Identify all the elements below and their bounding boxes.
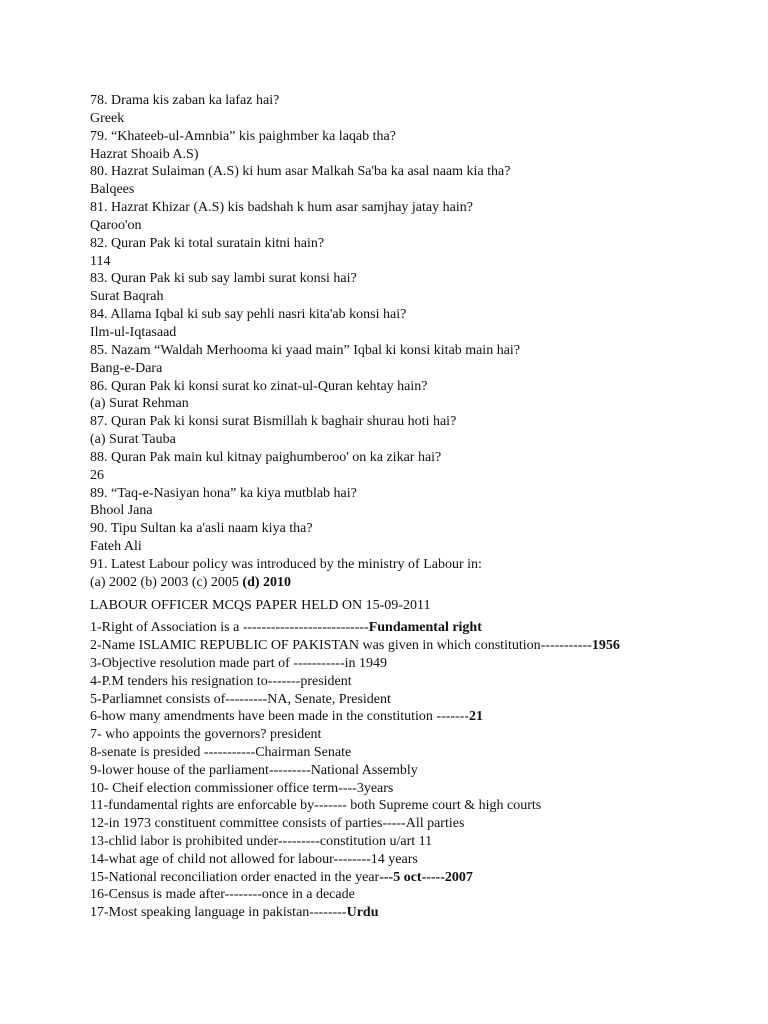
- mcq-item: [90, 886, 760, 904]
- mcq-text: 8-senate is presided -----------Chairman Senate: [90, 745, 352, 761]
- mcq-answer: Urdu: [346, 905, 379, 921]
- mcq-text: 16-Census is made after--------once in a decade: [90, 887, 355, 903]
- mcq-text: 10- Cheif election commissioner office term----3years: [90, 780, 394, 796]
- mcq-list: [90, 619, 760, 922]
- mcq-answer: 1956: [591, 638, 620, 654]
- mcq-item: [90, 762, 760, 780]
- mcq-text: 15-National reconciliation order enacted in the year: [90, 869, 380, 885]
- answer-85: Bang-e-Dara: [90, 360, 163, 376]
- answer-86: (a) Surat Rehman: [90, 396, 189, 412]
- mcq-answer: Fundamental right: [368, 620, 482, 636]
- mcq-item: [90, 744, 760, 762]
- mcq-item: [90, 815, 760, 833]
- mcq-item: [90, 726, 760, 744]
- question-79: 79. “Khateeb-ul-Amnbia” kis paighmber ka laqab tha?: [90, 128, 396, 144]
- mcq-text: 4-P.M tenders his resignation to-------president: [90, 673, 352, 689]
- mcq-item: [90, 619, 760, 637]
- answer-91-options: (a) 2002 (b) 2003 (c) 2005: [90, 574, 243, 590]
- mcq-item: [90, 655, 760, 673]
- mcq-item: [90, 904, 760, 922]
- question-83: 83. Quran Pak ki sub say lambi surat konsi hai?: [90, 271, 357, 287]
- mcq-text: 17-Most speaking language in pakistan--------: [90, 905, 347, 921]
- mcq-item: [90, 869, 760, 887]
- question-88: 88. Quran Pak main kul kitnay paighumberoo' on ka zikar hai?: [90, 449, 442, 465]
- question-84: 84. Allama Iqbal ki sub say pehli nasri kita'ab konsi hai?: [90, 307, 407, 323]
- question-82: 82. Quran Pak ki total suratain kitni hain?: [90, 235, 325, 251]
- mcq-text: 2-Name ISLAMIC REPUBLIC OF PAKISTAN was given in which constitution-----------: [90, 638, 592, 654]
- mcq-text: 9-lower house of the parliament---------National Assembly: [90, 762, 418, 778]
- document-page: [90, 92, 760, 922]
- mcq-text: 1-Right of Association is a ---------------------------: [90, 620, 369, 636]
- qa-section: [90, 92, 760, 592]
- question-89: 89. “Taq-e-Nasiyan hona” ka kiya mutblab hai?: [90, 485, 357, 501]
- mcq-item: [90, 797, 760, 815]
- answer-81: Qaroo'on: [90, 217, 142, 233]
- mcq-text: 7- who appoints the governors? president: [90, 727, 322, 743]
- question-85: 85. Nazam “Waldah Merhooma ki yaad main” Iqbal ki konsi kitab main hai?: [90, 342, 521, 358]
- mcq-item: [90, 708, 760, 726]
- answer-83: Surat Baqrah: [90, 289, 164, 305]
- answer-84: Ilm-ul-Iqtasaad: [90, 324, 177, 340]
- mcq-text: 3-Objective resolution made part of -----------in 1949: [90, 656, 387, 672]
- answer-82: 114: [90, 253, 111, 269]
- question-87: 87. Quran Pak ki konsi surat Bismillah k baghair shurau hoti hai?: [90, 414, 457, 430]
- mcq-item: [90, 851, 760, 869]
- answer-88: 26: [90, 467, 104, 483]
- mcq-item: [90, 780, 760, 798]
- mcq-text: 11-fundamental rights are enforcable by------- both Supreme court & high courts: [90, 798, 542, 814]
- answer-80: Balqees: [90, 182, 135, 198]
- question-80: 80. Hazrat Sulaiman (A.S) ki hum asar Malkah Sa'ba ka asal naam kia tha?: [90, 164, 511, 180]
- section-heading: LABOUR OFFICER MCQS PAPER HELD ON 15-09-2011: [90, 597, 431, 613]
- mcq-text: 5-Parliamnet consists of---------NA, Senate, President: [90, 691, 391, 707]
- mcq-answer: ---5 oct-----2007: [379, 869, 473, 885]
- mcq-text: 13-chlid labor is prohibited under---------constitution u/art 11: [90, 834, 433, 850]
- answer-89: Bhool Jana: [90, 503, 153, 519]
- answer-87: (a) Surat Tauba: [90, 432, 176, 448]
- answer-91: [90, 574, 760, 592]
- mcq-text: 12-in 1973 constituent committee consists of parties-----All parties: [90, 816, 465, 832]
- question-78: 78. Drama kis zaban ka lafaz hai?: [90, 93, 280, 108]
- mcq-item: [90, 637, 760, 655]
- answer-78: Greek: [90, 110, 125, 126]
- mcq-item: [90, 691, 760, 709]
- mcq-item: [90, 673, 760, 691]
- mcq-text: 6-how many amendments have been made in the constitution -------: [90, 709, 470, 725]
- mcq-answer: 21: [469, 709, 484, 725]
- mcq-item: [90, 833, 760, 851]
- answer-91-correct: (d) 2010: [242, 574, 292, 590]
- question-86: 86. Quran Pak ki konsi surat ko zinat-ul-Quran kehtay hain?: [90, 378, 428, 394]
- question-81: 81. Hazrat Khizar (A.S) kis badshah k hum asar samjhay jatay hain?: [90, 200, 473, 216]
- answer-79: Hazrat Shoaib A.S): [90, 146, 199, 162]
- question-91: 91. Latest Labour policy was introduced by the ministry of Labour in:: [90, 556, 482, 572]
- answer-90: Fateh Ali: [90, 539, 142, 555]
- question-90: 90. Tipu Sultan ka a'asli naam kiya tha?: [90, 521, 313, 537]
- mcq-text: 14-what age of child not allowed for labour--------14 years: [90, 851, 418, 867]
